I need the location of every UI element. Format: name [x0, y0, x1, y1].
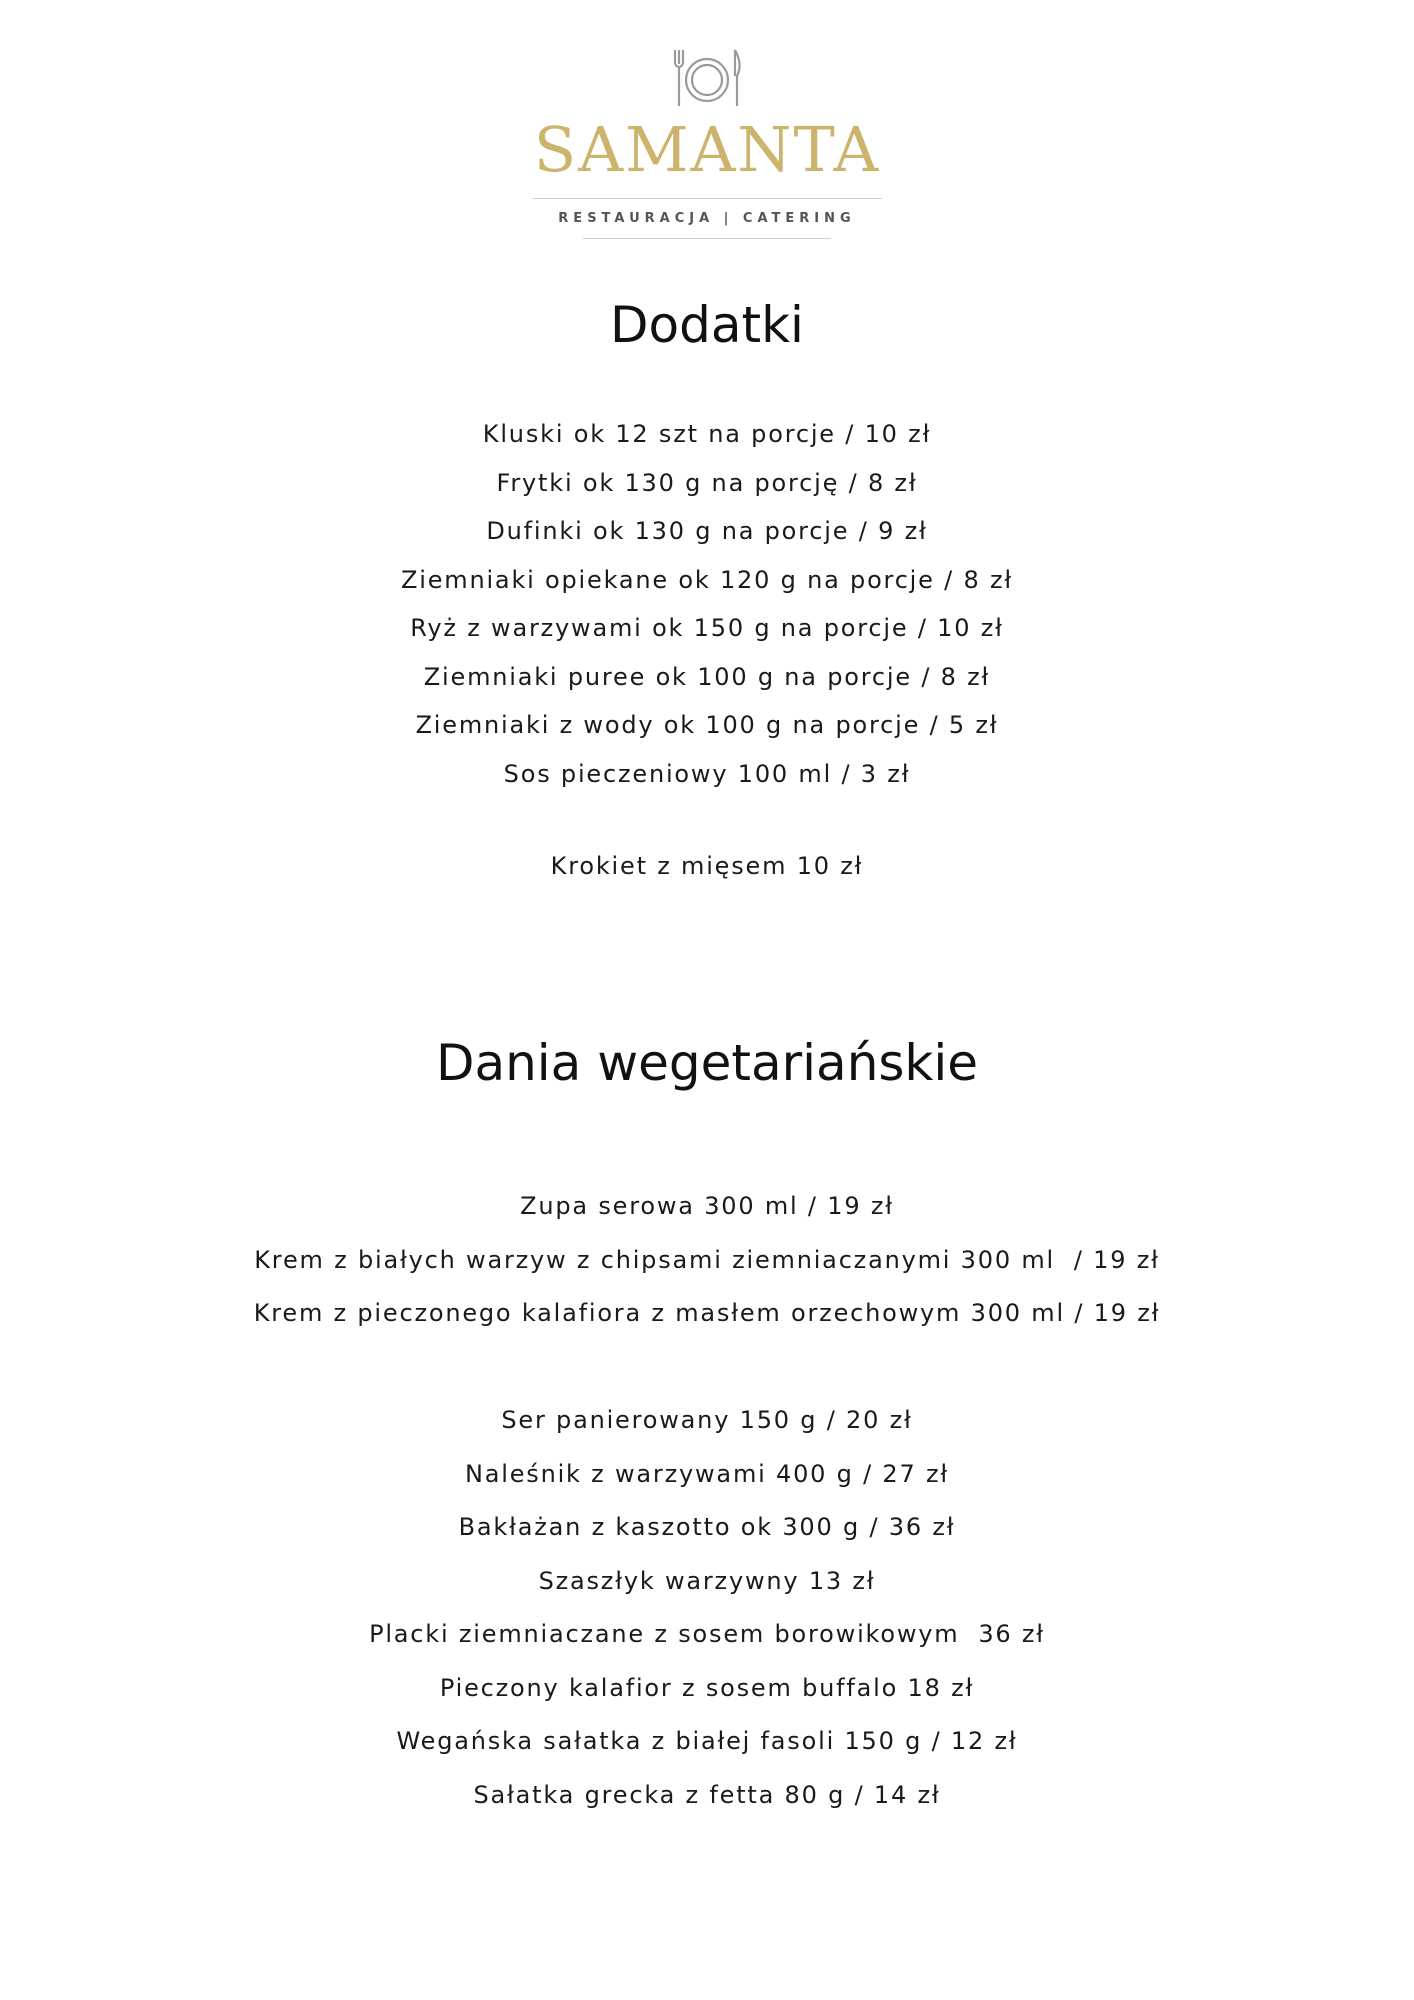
- mains-list: [0, 1394, 1414, 1822]
- menu-item: Kluski ok 12 szt na porcje / 10 zł: [482, 420, 932, 448]
- soups-list: [0, 1180, 1414, 1341]
- dodatki-extra-list: [0, 842, 1414, 890]
- menu-item: Ser panierowany 150 g / 20 zł: [501, 1406, 913, 1434]
- menu-item: Frytki ok 130 g na porcję / 8 zł: [496, 468, 918, 497]
- menu-item: Naleśnik z warzywami 400 g / 27 zł: [464, 1459, 950, 1488]
- menu-item-krokiet: Krokiet z mięsem 10 zł: [550, 852, 864, 880]
- brand-name: SAMANTA: [533, 113, 881, 186]
- fork-plate-knife-icon: [669, 44, 745, 112]
- brand-tagline: RESTAURACJA | CATERING: [558, 211, 856, 226]
- menu-item: Dufinki ok 130 g na porcje / 9 zł: [486, 517, 928, 545]
- menu-item: Wegańska sałatka z białej fasoli 150 g / 12 zł: [396, 1727, 1018, 1755]
- section-title-wegetarianskie: Dania wegetariańskie: [435, 1034, 979, 1092]
- logo: [0, 44, 1414, 239]
- menu-item: Zupa serowa 300 ml / 19 zł: [520, 1192, 894, 1220]
- section-title-dodatki: Dodatki: [610, 296, 804, 354]
- menu-item: Ziemniaki opiekane ok 120 g na porcje / 8 zł: [401, 565, 1013, 594]
- menu-item: Szaszłyk warzywny 13 zł: [538, 1566, 876, 1595]
- menu-item: Pieczony kalafior z sosem buffalo 18 zł: [439, 1673, 975, 1702]
- menu-item: Ziemniaki puree ok 100 g na porcje / 8 zł: [423, 662, 991, 691]
- menu-item: Sos pieczeniowy 100 ml / 3 zł: [503, 759, 911, 788]
- dodatki-list: [0, 410, 1414, 798]
- menu-item: Ryż z warzywami ok 150 g na porcje / 10 zł: [410, 614, 1004, 642]
- menu-item: Sałatka grecka z fetta 80 g / 14 zł: [473, 1780, 941, 1809]
- logo-divider-bottom: [583, 238, 831, 239]
- logo-divider-top: [532, 198, 882, 199]
- menu-item: Krem z białych warzyw z chipsami ziemniaczanymi 300 ml / 19 zł: [254, 1245, 1160, 1274]
- menu-item: Ziemniaki z wody ok 100 g na porcje / 5 zł: [415, 711, 999, 739]
- menu-item: Placki ziemniaczane z sosem borowikowym 36 zł: [369, 1620, 1045, 1648]
- menu-item: Krem z pieczonego kalafiora z masłem orzechowym 300 ml / 19 zł: [253, 1299, 1161, 1327]
- menu-item: Bakłażan z kaszotto ok 300 g / 36 zł: [458, 1513, 956, 1541]
